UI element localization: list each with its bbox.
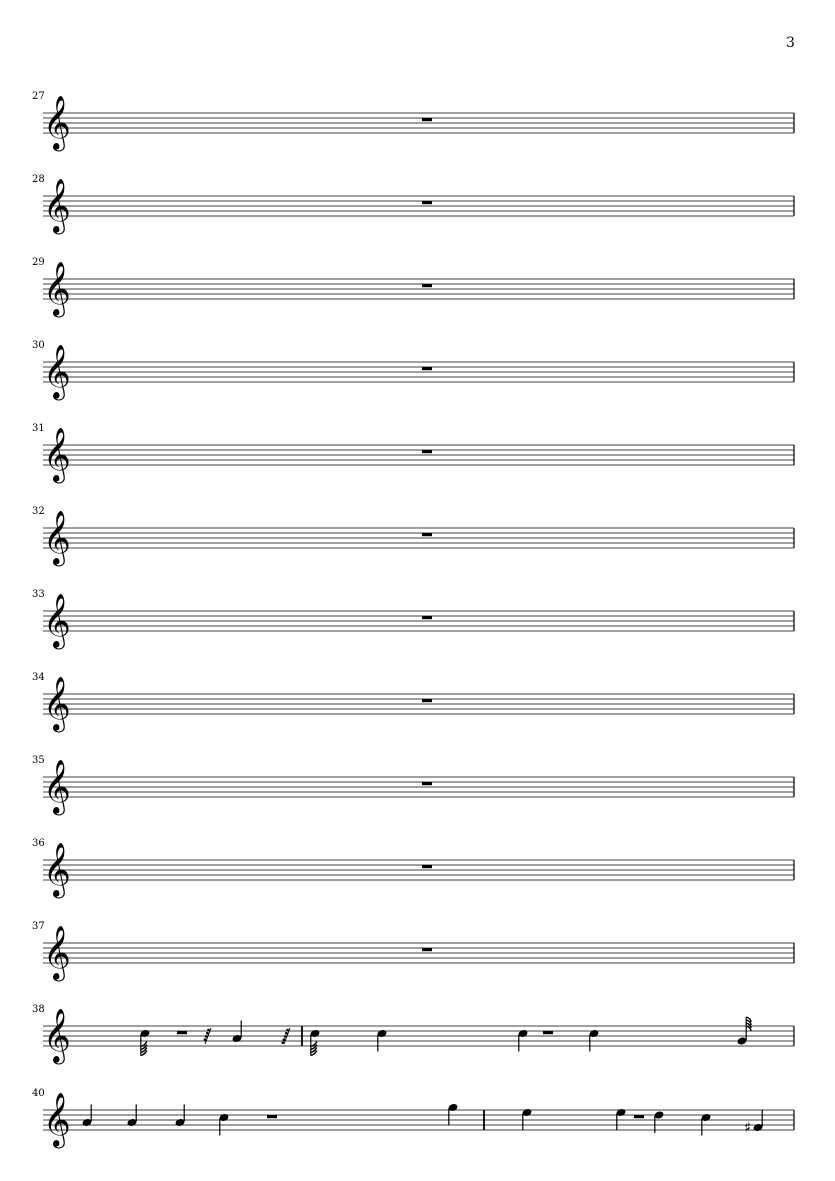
whole-rest <box>422 450 432 453</box>
staff-system <box>32 921 794 982</box>
whole-rest <box>422 118 432 121</box>
measure-number: 35 <box>32 755 45 766</box>
measure-number: 31 <box>32 423 45 434</box>
treble-clef-icon: 𝄞 <box>43 1008 71 1063</box>
treble-clef-icon: 𝄞 <box>43 1092 71 1147</box>
staff-system <box>32 1004 794 1065</box>
whole-rest <box>422 699 432 702</box>
treble-clef-icon: 𝄞 <box>43 676 71 731</box>
whole-rest <box>543 1031 553 1034</box>
treble-clef-icon: 𝄞 <box>43 344 71 399</box>
whole-rest <box>634 1115 644 1118</box>
whole-rest <box>422 948 432 951</box>
rest-flag <box>207 1029 210 1032</box>
treble-clef-icon: 𝄞 <box>43 510 71 565</box>
whole-rest <box>422 616 432 619</box>
treble-clef-icon: 𝄞 <box>43 261 71 316</box>
staff-system <box>32 589 794 650</box>
measure-number: 28 <box>32 174 45 185</box>
rest-flag <box>284 1035 287 1038</box>
rest-flag <box>286 1029 289 1032</box>
measure-number: 38 <box>32 1004 45 1015</box>
sharp-icon: ♯ <box>744 1118 752 1137</box>
measure-number: 30 <box>32 340 45 351</box>
staff-system <box>32 838 794 899</box>
staff-system <box>32 91 794 152</box>
rest-flag <box>204 1038 207 1041</box>
treble-clef-icon: 𝄞 <box>43 178 71 233</box>
staff-system <box>32 672 794 733</box>
systems <box>32 91 794 1149</box>
measure-number: 36 <box>32 838 45 849</box>
staff-system <box>32 506 794 567</box>
rest-flag <box>206 1032 209 1035</box>
page-number: 3 <box>786 35 795 51</box>
treble-clef-icon: 𝄞 <box>43 95 71 150</box>
measure-number: 34 <box>32 672 45 683</box>
staff-system <box>32 1088 794 1149</box>
treble-clef-icon: 𝄞 <box>43 842 71 897</box>
whole-rest <box>422 533 432 536</box>
measure-number: 32 <box>32 506 45 517</box>
rest-flag <box>285 1032 288 1035</box>
treble-clef-icon: 𝄞 <box>43 427 71 482</box>
rest-flag <box>281 1042 284 1045</box>
treble-clef-icon: 𝄞 <box>43 593 71 648</box>
treble-clef-icon: 𝄞 <box>43 759 71 814</box>
rest-flag <box>205 1035 208 1038</box>
whole-rest <box>422 367 432 370</box>
whole-rest <box>177 1031 187 1034</box>
rest-flag <box>283 1038 286 1041</box>
whole-rest <box>267 1115 277 1118</box>
measure-number: 40 <box>32 1088 45 1099</box>
whole-rest <box>422 201 432 204</box>
whole-rest <box>422 782 432 785</box>
measure-number: 33 <box>32 589 45 600</box>
measure-number: 37 <box>32 921 45 932</box>
measure-number: 27 <box>32 91 45 102</box>
staff-system <box>32 257 794 318</box>
measure-number: 29 <box>32 257 45 268</box>
staff-system <box>32 755 794 816</box>
treble-clef-icon: 𝄞 <box>43 925 71 980</box>
whole-rest <box>422 865 432 868</box>
whole-rest <box>422 284 432 287</box>
staff-system <box>32 174 794 235</box>
staff-system <box>32 423 794 484</box>
staff-system <box>32 340 794 401</box>
